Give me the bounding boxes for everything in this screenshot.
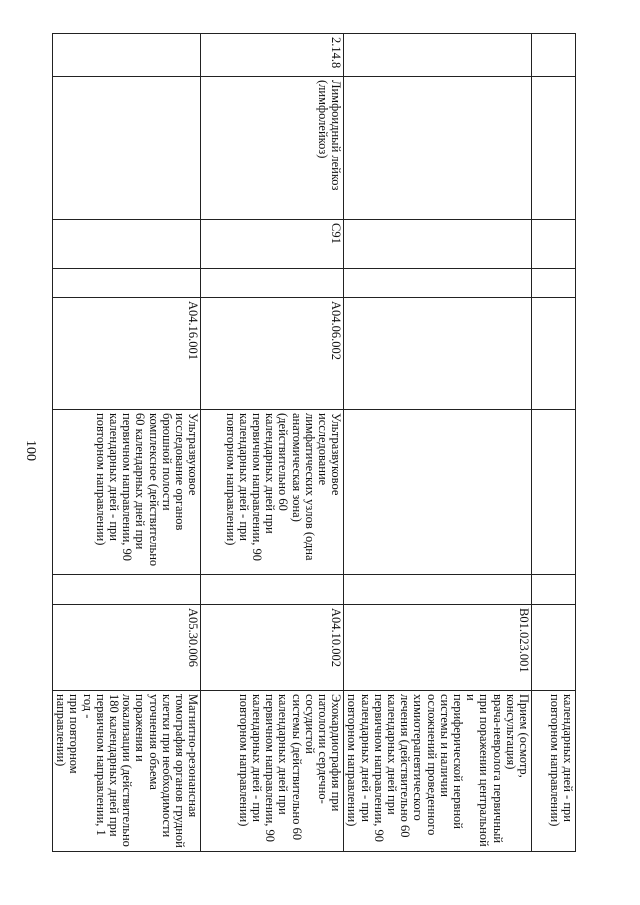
service-code-cell: B01.023.001 [344,605,532,691]
table-row [52,34,200,852]
service-code-cell: A05.30.006 [52,605,200,691]
empty-cell [532,575,576,605]
disease-cell: Лимфоидный лейкоз (лимфолейкоз) [201,77,344,220]
service-name-cell: Магнитно-резонансная томография органов грудной клетки при необходимости уточнения объема поражения и локализации (действительно 180 календарных дней при первичном направлении, 1 год - при повторном направлении) [52,691,200,852]
code-cell [532,34,576,77]
service-name-cell: Ультразвуковое исследование лимфатических узлов (одна анатомическая зона) (действительно 60 календарных дней при первичном направлении, 90 календарных дней - при повторном направлении) [201,410,344,575]
empty-cell [201,269,344,298]
service-name-cell [532,410,576,575]
service-name-cell: Эхокардиография при патологии сердечно-сосудистой системы (действительно 60 календарных дней при первичном направлении, 90 календарных дней - при повторном направлении) [201,691,344,852]
icd-cell [52,220,200,269]
empty-cell [344,575,532,605]
empty-cell [52,269,200,298]
table-row [532,34,576,852]
disease-cell [52,77,200,220]
icd-cell: C91 [201,220,344,269]
services-table [52,33,576,852]
empty-cell [344,269,532,298]
empty-cell [52,575,200,605]
service-name-cell: Прием (осмотр, консультация) врача-невролога первичный при поражении центральной и периферической нервной системы и наличии осложнений проведенного химиотерапевтического лечения (действительно 60 календарных дней при первичном направлении, 90 календарных дней - при повторном направлении) [344,691,532,852]
icd-cell [532,220,576,269]
service-code-cell: A04.16.001 [52,298,200,410]
empty-cell [201,575,344,605]
page-number: 100 [23,440,38,461]
service-code-cell [344,298,532,410]
service-code-cell [532,298,576,410]
table-row [344,34,532,852]
table-row [201,34,344,852]
service-name-cell: календарных дней - при повторном направлении) [532,691,576,852]
service-name-cell: Ультразвуковое исследование органов брюшной полости комплексное (действительно 60 календарных дней при первичном направлении, 90 календарных дней - при повторном направлении) [52,410,200,575]
document-table-sheet [54,33,576,851]
code-cell [52,34,200,77]
icd-cell [344,220,532,269]
code-cell [344,34,532,77]
disease-cell [532,77,576,220]
disease-cell [344,77,532,220]
empty-cell [532,269,576,298]
code-cell: 2.14.8 [201,34,344,77]
service-code-cell: A04.06.002 [201,298,344,410]
service-code-cell [532,605,576,691]
service-name-cell [344,410,532,575]
service-code-cell: A04.10.002 [201,605,344,691]
